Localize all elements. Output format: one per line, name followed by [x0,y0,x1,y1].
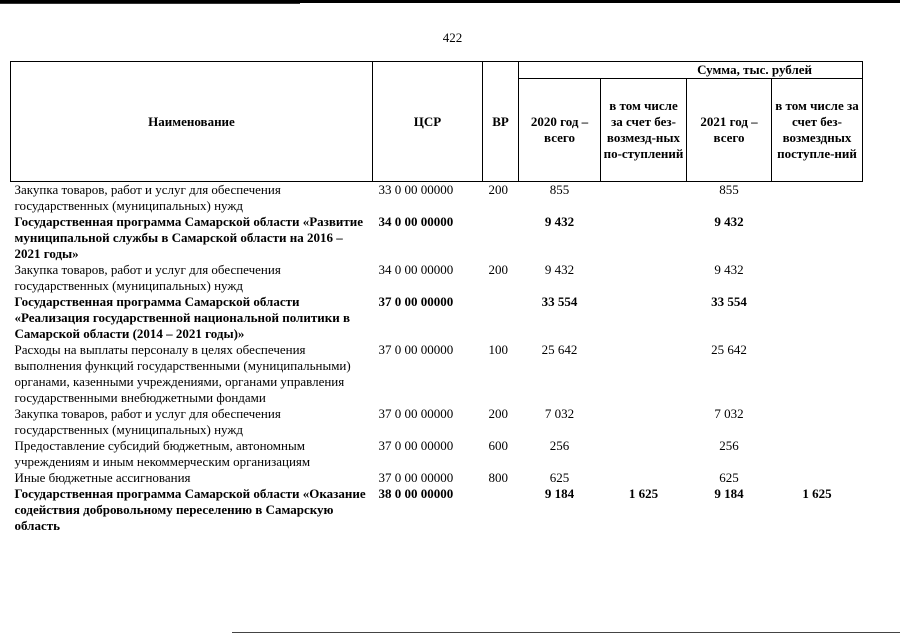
row-vr: 100 [488,342,508,357]
row-2020-total: 9 432 [544,262,575,277]
row-vr: 200 [488,262,508,277]
row-name: Предоставление субсидий бюджетным, автономным учреждениям и иным некоммерческим организациям [14,438,311,469]
row-name: Закупка товаров, работ и услуг для обеспечения государственных (муниципальных) нужд [14,182,281,213]
header-vr: ВР [483,62,519,182]
row-csr: 34 0 00 00000 [378,214,454,229]
row-name: Закупка товаров, работ и услуг для обеспечения государственных (муниципальных) нужд [14,262,281,293]
row-name: Государственная программа Самарской области «Развитие муниципальной службы в Самарской области на 2016 – 2021 годы» [14,214,364,261]
row-2020-total: 25 642 [541,342,578,357]
row-2020-free [601,470,687,486]
row-csr: 38 0 00 00000 [378,486,454,501]
row-csr: 33 0 00 00000 [378,182,454,197]
row-2021-free [772,438,863,470]
table-row [11,470,863,486]
row-2021-total: 9 432 [714,214,744,229]
header-sum-group: Сумма, тыс. рублей [519,62,863,79]
header-2020-free: в том числе за счет без-возмезд-ных по-ступлений [601,79,687,182]
row-2020-total: 256 [549,438,570,453]
row-2021-total: 9 184 [714,486,744,501]
row-2020-total: 9 432 [544,214,575,229]
row-2020-free [601,438,687,470]
table-row [11,438,863,470]
row-2021-free [772,214,863,262]
table-body [11,182,863,535]
row-2021-total: 33 554 [711,294,747,309]
row-vr: 600 [488,438,508,453]
row-vr: 200 [488,182,508,197]
row-2021-total: 25 642 [711,342,747,357]
row-csr: 37 0 00 00000 [378,342,454,357]
row-2020-free [601,342,687,406]
budget-table [10,61,863,534]
bottom-divider [232,632,900,633]
row-2020-total: 855 [549,182,570,197]
row-2021-total: 256 [719,438,739,453]
row-name: Государственная программа Самарской области «Оказание содействия добровольному переселению в Самарскую область [14,486,366,533]
row-2020-total: 7 032 [544,406,575,421]
row-csr: 34 0 00 00000 [378,262,454,277]
header-2021-total: 2021 год – всего [687,79,772,182]
header-2020-total: 2020 год – всего [519,79,601,182]
table-row [11,294,863,342]
row-2021-free [772,182,863,215]
row-name: Расходы на выплаты персоналу в целях обеспечения выполнения функций государственными (муниципальными) органами, казенными учреждениями, органами управления государственными внебюджетными фондами [14,342,351,405]
row-2020-free [601,214,687,262]
row-name: Иные бюджетные ассигнования [14,470,191,485]
row-name: Закупка товаров, работ и услуг для обеспечения государственных (муниципальных) нужд [14,406,281,437]
table-row [11,214,863,262]
row-2020-total: 9 184 [544,486,575,501]
row-csr: 37 0 00 00000 [378,438,454,453]
table-row [11,182,863,215]
page-number: 422 [442,30,463,45]
row-2020-free [601,294,687,342]
row-2020-total: 33 554 [541,294,578,309]
row-2020-free [601,182,687,215]
row-name: Государственная программа Самарской области «Реализация государственной национальной политики в Самарской области (2014 – 2021 годы)» [14,294,350,341]
row-2021-free [772,262,863,294]
top-border-shadow [0,3,300,4]
header-csr: ЦСР [373,62,483,182]
row-2020-free [601,406,687,438]
header-name: Наименование [11,62,373,182]
row-vr [483,486,519,534]
row-csr: 37 0 00 00000 [378,406,454,421]
row-vr [483,294,519,342]
row-2021-free: 1 625 [802,486,832,501]
header-2021-free: в том числе за счет без-возмездных поступле-ний [772,79,863,182]
table-row [11,406,863,438]
row-2020-free [601,262,687,294]
row-2021-free [772,406,863,438]
row-2021-total: 9 432 [714,262,744,277]
table-row [11,486,863,534]
table-row [11,262,863,294]
row-vr: 800 [488,470,508,485]
row-2021-free [772,294,863,342]
row-csr: 37 0 00 00000 [378,294,454,309]
row-vr [483,214,519,262]
row-2021-total: 625 [719,470,739,485]
row-2021-free [772,470,863,486]
row-2020-free: 1 625 [628,486,659,501]
row-2021-total: 855 [719,182,739,197]
row-2021-free [772,342,863,406]
table-row [11,342,863,406]
row-2020-total: 625 [549,470,570,485]
row-csr: 37 0 00 00000 [378,470,454,485]
row-2021-total: 7 032 [714,406,744,421]
row-vr: 200 [488,406,508,421]
